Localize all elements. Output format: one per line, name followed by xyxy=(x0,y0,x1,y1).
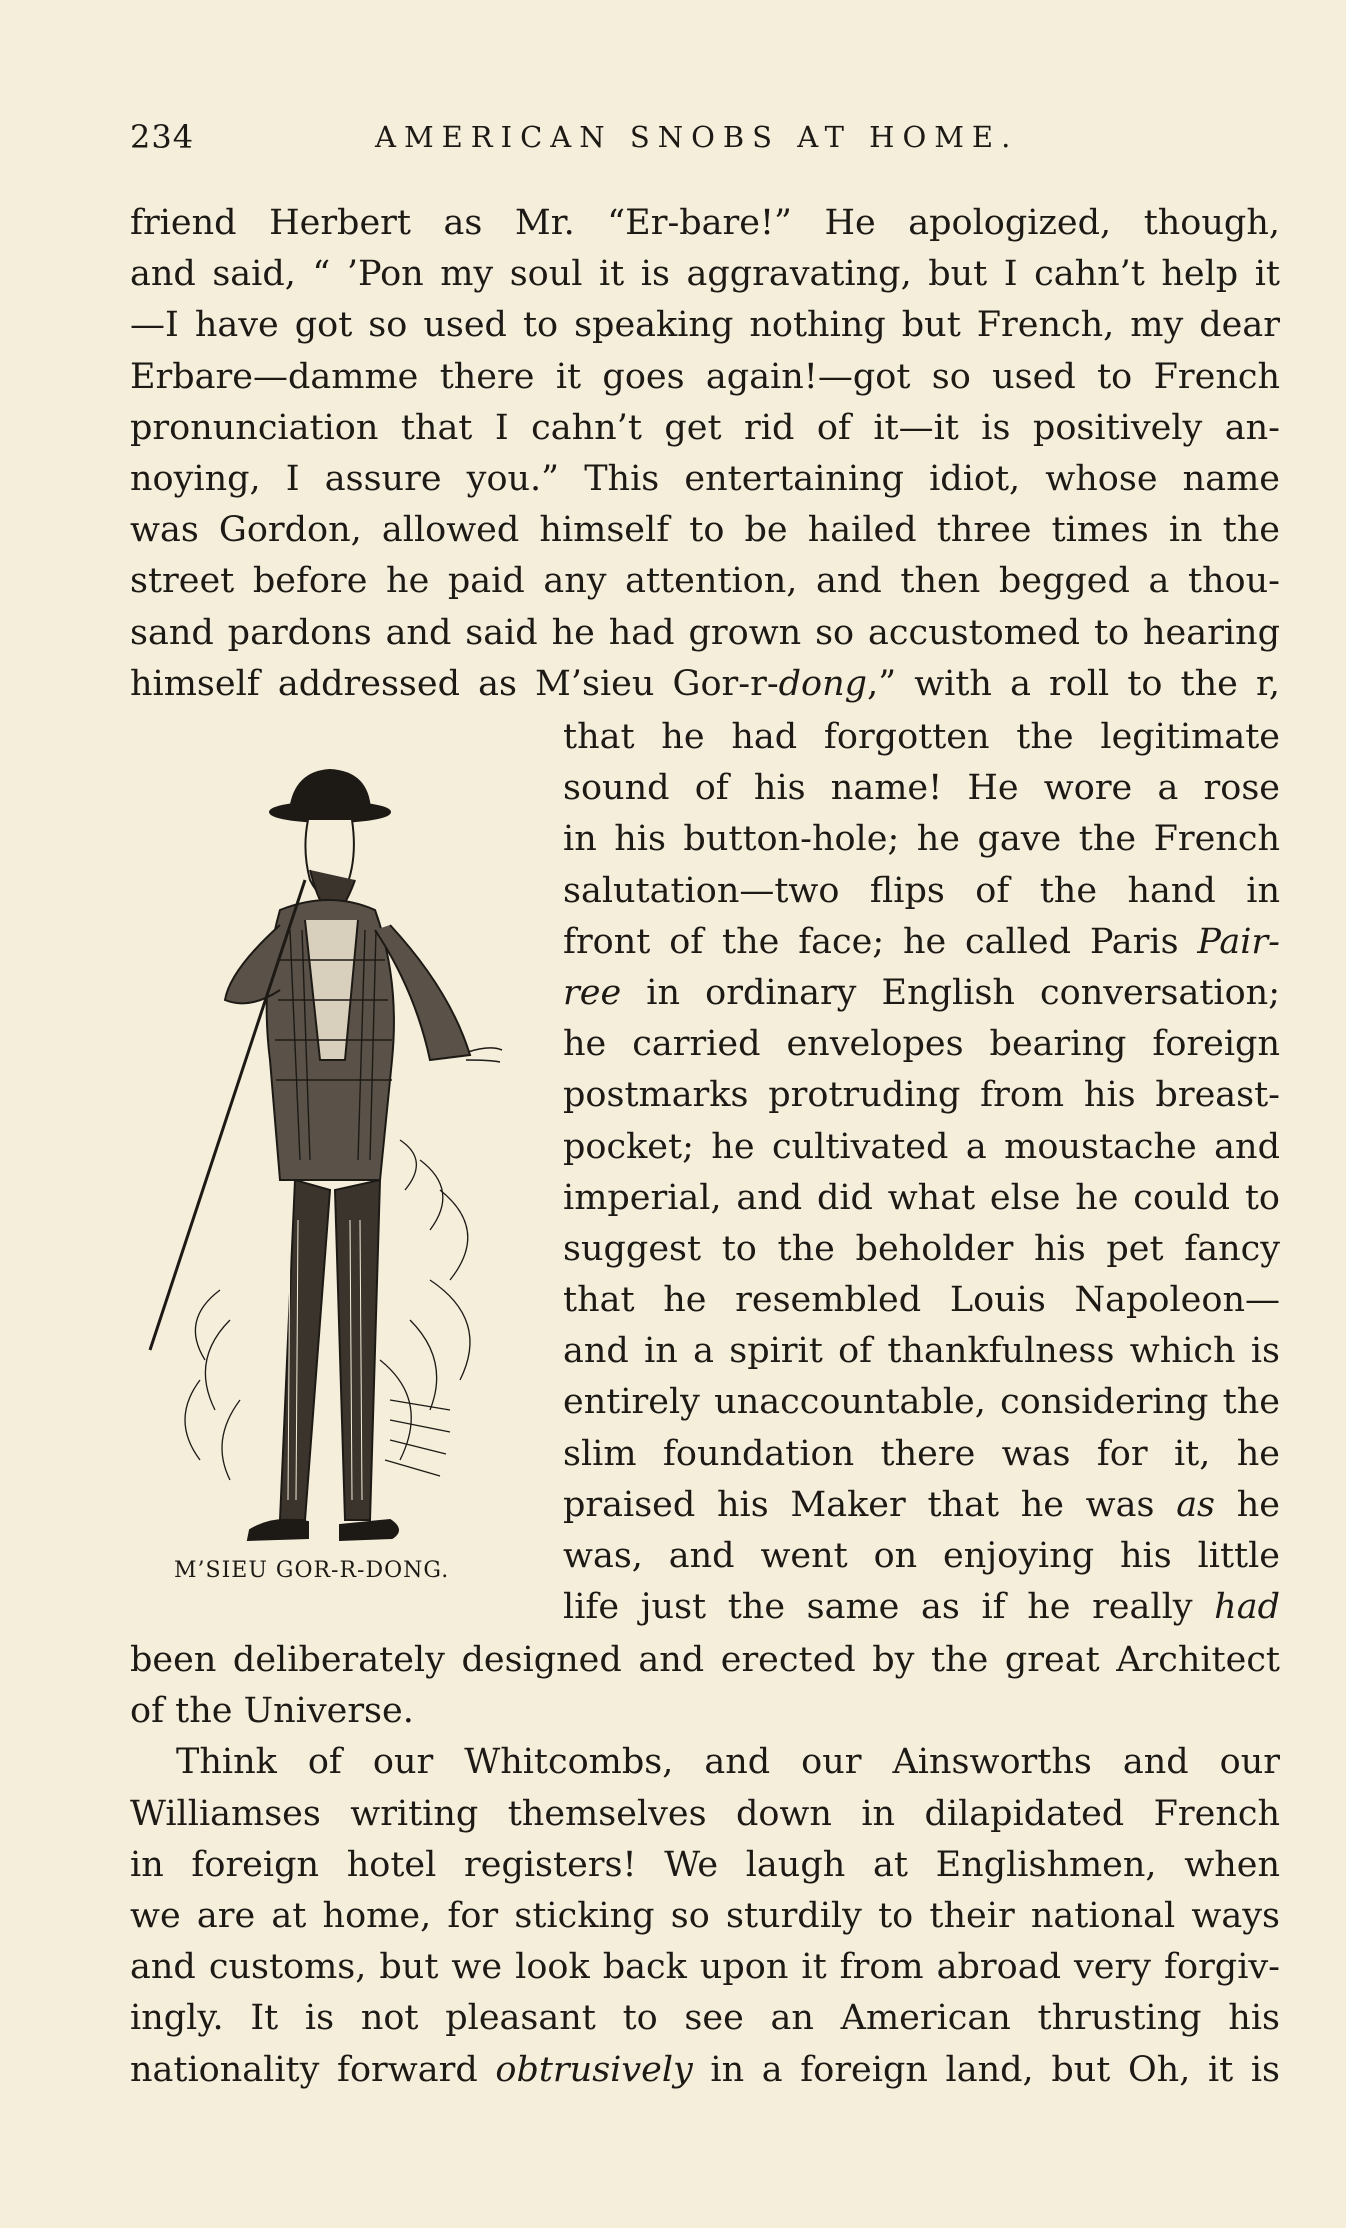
text-line xyxy=(563,1582,1280,1633)
text-line: street before he paid any attention, and then begged a thou- xyxy=(130,561,1280,602)
text-run: he xyxy=(1215,1484,1280,1525)
text-line: we are at home, for sticking so sturdily to their national ways xyxy=(130,1895,1280,1936)
italic-word: had xyxy=(1214,1587,1280,1628)
text-run: praised his Maker that he was xyxy=(563,1484,1177,1525)
text-line: pronunciation that I cahn’t get rid of it—it is positively an- xyxy=(130,407,1280,448)
italic-word: obtrusively xyxy=(495,2049,693,2090)
italic-word: dong xyxy=(778,663,868,704)
text-run: ,” with a roll to the r, xyxy=(867,663,1280,704)
text-line: sand pardons and said he had grown so accustomed to hearing xyxy=(130,612,1280,653)
text-line xyxy=(563,1480,1280,1531)
text-run: in ordinary English conversation; xyxy=(621,972,1280,1013)
text-line: entirely unaccountable, considering the xyxy=(563,1382,1280,1423)
page-header xyxy=(130,118,1280,174)
page-number: 234 xyxy=(130,118,195,156)
text-line: friend Herbert as Mr. “Er-bare!” He apologized, though, xyxy=(130,203,1280,243)
text-line: been deliberately designed and erected by the great Architect xyxy=(130,1640,1280,1680)
text-run: himself addressed as M’sieu Gor-r- xyxy=(130,663,779,704)
text-line: and in a spirit of thankfulness which is xyxy=(563,1331,1280,1372)
text-run: life just the same as if he really xyxy=(563,1587,1215,1628)
text-line xyxy=(130,659,1280,710)
text-line xyxy=(563,968,1280,1019)
text-line: suggest to the beholder his pet fancy xyxy=(563,1228,1280,1269)
text-line: Williamses writing themselves down in dilapidated French xyxy=(130,1793,1280,1834)
text-line: he carried envelopes bearing foreign xyxy=(563,1024,1280,1065)
text-line: Erbare—damme there it goes again!—got so used to French xyxy=(130,356,1280,397)
italic-word: ree xyxy=(563,972,622,1013)
text-line: and said, “ ’Pon my soul it is aggravating, but I cahn’t help it xyxy=(130,254,1280,295)
italic-word: as xyxy=(1176,1484,1216,1525)
paragraph-1-end xyxy=(130,1635,1280,2096)
text-line: in foreign hotel registers! We laugh at Englishmen, when xyxy=(130,1844,1280,1885)
italic-word: Pair- xyxy=(1197,921,1280,962)
text-line: salutation—two flips of the hand in xyxy=(563,870,1280,911)
text-line: —I have got so used to speaking nothing but French, my dear xyxy=(130,305,1280,346)
text-line: Think of our Whitcombs, and our Ainsworths and our xyxy=(176,1742,1280,1783)
text-line: was, and went on enjoying his little xyxy=(563,1536,1280,1576)
text-run: front of the face; he called Paris xyxy=(563,921,1198,962)
text-line: noying, I assure you.” This entertaining idiot, whose name xyxy=(130,458,1280,499)
text-line: of the Universe. xyxy=(130,1691,414,1732)
text-line: that he had forgotten the legitimate xyxy=(563,717,1280,757)
text-line xyxy=(130,2045,1280,2096)
text-line: in his button-hole; he gave the French xyxy=(563,819,1280,860)
text-line: imperial, and did what else he could to xyxy=(563,1177,1280,1218)
text-run: in a foreign land, but Oh, it is xyxy=(692,2049,1281,2090)
text-line: slim foundation there was for it, he xyxy=(563,1433,1280,1474)
engraved-figure-illustration-icon xyxy=(130,760,530,1590)
text-line: and customs, but we look back upon it from abroad very forgiv- xyxy=(130,1947,1280,1988)
running-head: AMERICAN SNOBS AT HOME. xyxy=(375,120,1019,154)
text-line: postmarks protruding from his breast- xyxy=(563,1075,1280,1116)
text-line: sound of his name! He wore a rose xyxy=(563,768,1280,809)
text-line xyxy=(563,917,1280,968)
figure-caption: M’SIEU GOR-R-DONG. xyxy=(174,1558,450,1583)
text-line: that he resembled Louis Napoleon— xyxy=(563,1280,1280,1321)
paragraph-1-beside-figure xyxy=(563,712,1280,1633)
text-line: pocket; he cultivated a moustache and xyxy=(563,1126,1280,1167)
text-run: nationality forward xyxy=(130,2049,496,2090)
paragraph-1-top xyxy=(130,198,1280,710)
text-line: was Gordon, allowed himself to be hailed three times in the xyxy=(130,510,1280,551)
text-line: ingly. It is not pleasant to see an American thrusting his xyxy=(130,1998,1280,2039)
